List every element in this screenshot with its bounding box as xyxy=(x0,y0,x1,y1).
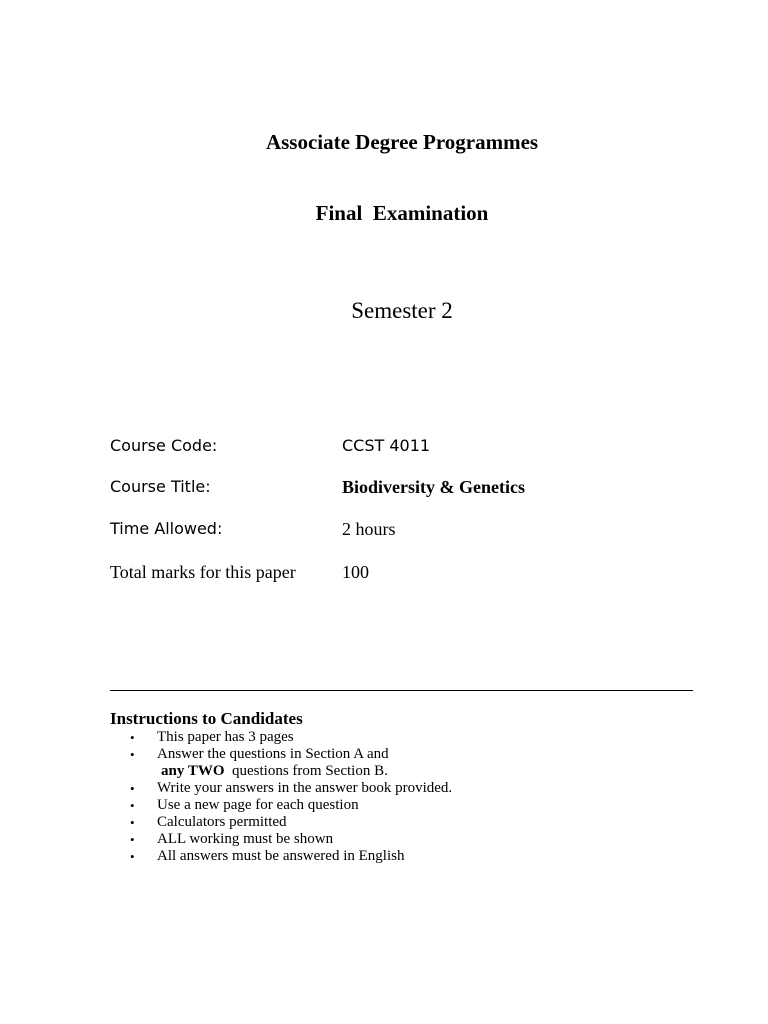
bullet-icon: • xyxy=(130,781,135,796)
organization-title: Associate Degree Programmes xyxy=(265,130,539,154)
exam-title: Final Examination xyxy=(315,201,489,225)
course-code-label: Course Code: xyxy=(110,436,218,455)
instruction-text: This paper has 3 pages xyxy=(157,729,294,745)
instruction-text: Answer the questions in Section A and xyxy=(157,746,389,762)
instruction-item xyxy=(110,780,452,797)
instruction-item xyxy=(110,814,452,831)
instruction-emphasis: any TWO xyxy=(161,763,225,779)
horizontal-divider xyxy=(110,690,693,691)
instruction-continuation-text: questions from Section B. xyxy=(224,763,388,779)
time-allowed-value: 2 hours xyxy=(342,519,396,539)
instruction-text: ALL working must be shown xyxy=(157,831,334,847)
instruction-item xyxy=(110,729,452,746)
instructions-heading: Instructions to Candidates xyxy=(110,709,303,728)
bullet-icon: • xyxy=(130,798,135,813)
instruction-text: All answers must be answered in English xyxy=(157,848,405,864)
instruction-item xyxy=(110,746,452,780)
bullet-icon: • xyxy=(130,849,135,864)
bullet-icon: • xyxy=(130,832,135,847)
instructions-list xyxy=(110,729,452,865)
semester-label: Semester 2 xyxy=(351,298,453,323)
time-allowed-label: Time Allowed: xyxy=(110,519,223,538)
bullet-icon: • xyxy=(130,730,135,745)
instruction-text: Write your answers in the answer book provided. xyxy=(157,780,453,796)
course-title-value: Biodiversity & Genetics xyxy=(342,477,525,497)
total-marks-label: Total marks for this paper xyxy=(110,562,296,582)
instruction-continuation xyxy=(157,763,452,780)
course-code-value: CCST 4011 xyxy=(342,436,431,455)
bullet-icon: • xyxy=(130,747,135,762)
bullet-icon: • xyxy=(130,815,135,830)
total-marks-value: 100 xyxy=(342,562,369,582)
instruction-text: Use a new page for each question xyxy=(157,797,359,813)
course-title-label: Course Title: xyxy=(110,477,211,496)
instruction-item xyxy=(110,848,452,865)
instruction-item xyxy=(110,797,452,814)
instruction-item xyxy=(110,831,452,848)
instruction-text: Calculators permitted xyxy=(157,814,287,830)
